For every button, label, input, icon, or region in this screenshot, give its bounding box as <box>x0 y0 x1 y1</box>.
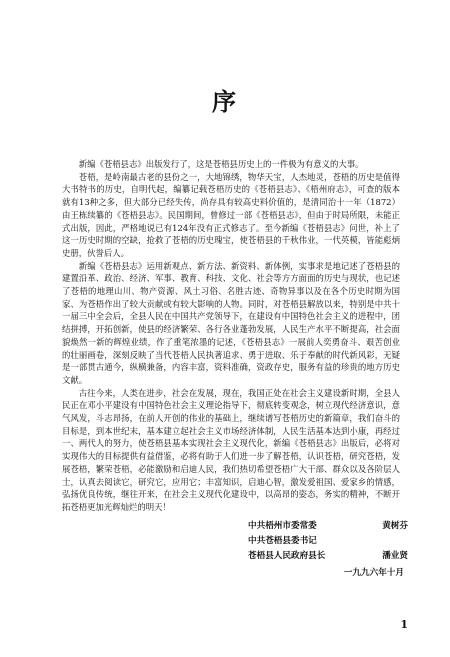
signature-row <box>248 534 408 549</box>
signature-org: 中共苍梧县委书记 <box>248 536 317 546</box>
paragraph: 苍梧，是岭南最古老的县份之一，大地锦绣，物华天宝，人杰地灵，苍梧的历史是值得大书特书的历史，自明代起，编纂记载苍梧历史的《苍梧县志》、《梧州府志》，可查的版本就有13种之多，但大部分已经失传，尚存具有较高史料价值的，是清同治十一年（1872）由王栋续纂的《苍梧县志》。民国期间，曾修过一部《苍梧县志》，但由于时局所限，未能正式出版，因此，严格地说已有124年没有正式修志了。至今新编《苍梧县志》问世，补上了这一历史时期的空缺，抢救了苍梧的历史瑰宝，使苍梧县的千秋伟业，一代英模，皆能彪炳史册，伙誉后人。 <box>62 171 400 258</box>
preface-body <box>62 158 400 514</box>
paragraph: 古往今来，人类在进步，社会在发展，现在，我国正处在社会主义建设新时期，全县人民正在邓小平建设有中国特色社会主义理论指导下，彻底转变观念，树立现代经济意识，意气风发，斗志昂扬，在前人开创的伟业的基础上，继续谱写苍梧历史的新篇章，我们奋斗的目标是，到本世纪末，基本建立起社会主义市场经济体制，人民生活基本达到小康，再经过一、两代人的努力，使苍梧县基本实现社会主义现代化，新编《苍梧县志》出版后，必将对实现伟大的目标提供有益借鉴，必将有助于人们进一步了解苍梧，认识苍梧，研究苍梧，发展苍梧，繁荣苍梧，必能激励和启迪人民，我们热切希望苍梧广大干部、群众以及各阶层人士，认真去阅读它，研究它，应用它；丰富知识，启迪心智，激发爱祖国、爱家乡的情感，弘扬优良传统，继往开来，在社会主义现代化建设中，以高昂的姿态，务实的精神，不断开拓苍梧更加光辉灿烂的明天！ <box>62 387 400 512</box>
signature-row <box>248 519 408 534</box>
signature-row <box>248 549 408 564</box>
signature-block <box>248 519 408 581</box>
signature-person: 潘业贤 <box>382 551 408 561</box>
paragraph: 新编《苍梧县志》运用新观点、新方法、新资料、新体例，实事求是地记述了苍梧县的建置沿革、政治、经济、军事、教育、科技、文化、社会等方方面面的历史与现状，也记述了苍梧的地理山川、物产资源、风土习俗、名胜古迹、奇物异事以及在各个历史时期为国家、为苍梧作出了较大贡献或有较大影响的人物。同时，对苍梧县解放以来，特别是中共十一届三中全会后，全县人民在中国共产党领导下，在建设有中国特色社会主义的进程中，团结拼搏，开拓创新，使县的经济繁荣、各行各业蓬勃发展，人民生产水平不断提高，社会面貌焕然一新的辉煌业绩，作了重笔浓墨的记述，《苍梧县志》一展前人奕勇奋斗、艰苦创业的壮丽画卷，深刻反映了当代苍梧人民执著追求、勇于进取、乐于奉献的时代新风彩，无疑是一部贯古通今，纵横兼备，内容丰富，资料准确，资政存史，服务有益的珍贵的地方历史文献。 <box>62 260 400 385</box>
paragraph: 新编《苍梧县志》出版发行了，这是苍梧县历史上的一件极为有意义的大事。 <box>78 159 364 169</box>
signature-org: 苍梧县人民政府县长 <box>248 551 326 561</box>
page-number: 1 <box>400 618 408 631</box>
signature-date: 一九九六年十月 <box>343 568 404 578</box>
signature-org: 中共梧州市委常委 <box>248 521 317 531</box>
page-title: 序 <box>212 87 238 116</box>
signature-person: 黄树芬 <box>382 521 408 531</box>
